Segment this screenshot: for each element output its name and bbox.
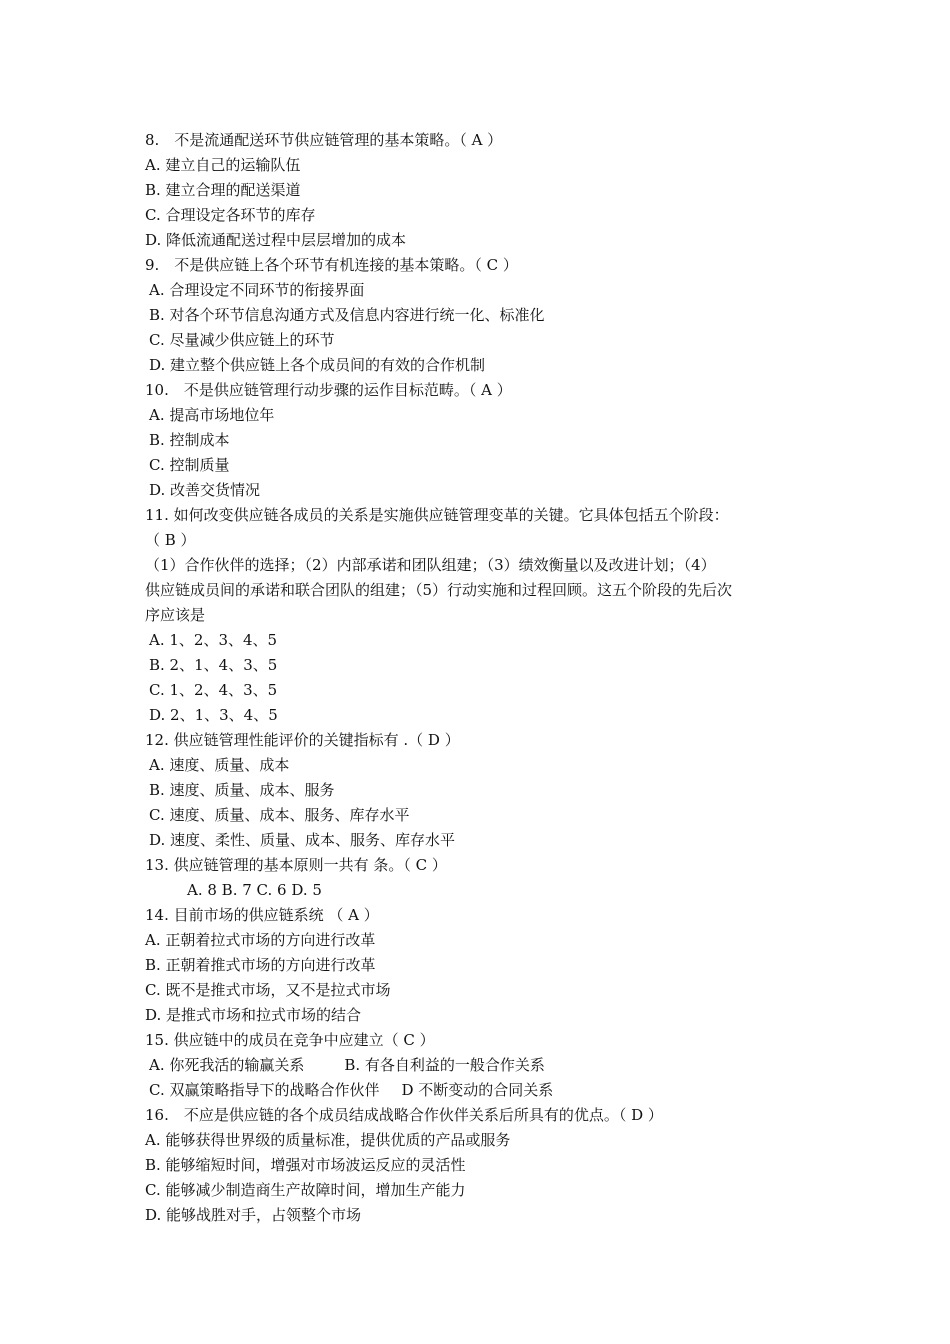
question-11-body-line: 序应该是 — [145, 606, 206, 624]
question-12-option-a: A. 速度、质量、成本 — [149, 756, 290, 774]
question-15-options-row — [145, 1053, 825, 1078]
question-16-option-a: A. 能够获得世界级的质量标准，提供优质的产品或服务 — [145, 1131, 511, 1149]
question-11-option-d: D. 2、1、3、4、5 — [149, 706, 278, 724]
question-15-options-row — [145, 1078, 825, 1103]
question-11-body-line: 供应链成员间的承诺和联合团队的组建；（5）行动实施和过程回顾。这五个阶段的先后次 — [145, 581, 733, 599]
question-15-option-b: B. 有各自利益的一般合作关系 — [344, 1056, 545, 1074]
question-12-stem: 12. 供应链管理性能评价的关键指标有 .（ D ） — [145, 731, 460, 749]
question-11-body-line: （1）合作伙伴的选择；（2）内部承诺和团队组建；（3）绩效衡量以及改进计划；（4） — [145, 556, 716, 574]
question-10-option-a: A. 提高市场地位年 — [149, 406, 275, 424]
question-8-option-d: D. 降低流通配送过程中层层增加的成本 — [145, 231, 407, 249]
question-10-option-b: B. 控制成本 — [149, 431, 230, 449]
question-9-stem: 9. 不是供应链上各个环节有机连接的基本策略。（ C ） — [145, 256, 518, 274]
question-13-options: A. 8 B. 7 C. 6 D. 5 — [187, 881, 322, 899]
question-15-stem: 15. 供应链中的成员在竞争中应建立（ C ） — [145, 1031, 435, 1049]
question-11-option-c: C. 1、2、4、3、5 — [149, 681, 278, 699]
question-10-stem: 10. 不是供应链管理行动步骤的运作目标范畴。（ A ） — [145, 381, 512, 399]
question-13-stem: 13. 供应链管理的基本原则一共有 条。（ C ） — [145, 856, 447, 874]
question-8-option-a: A. 建立自己的运输队伍 — [145, 156, 301, 174]
question-8-option-b: B. 建立合理的配送渠道 — [145, 181, 301, 199]
question-16-stem: 16. 不应是供应链的各个成员结成战略合作伙伴关系后所具有的优点。（ D ） — [145, 1106, 663, 1124]
question-8-stem: 8. 不是流通配送环节供应链管理的基本策略。（ A ） — [145, 131, 503, 149]
question-15-option-a: A. 你死我活的输赢关系 — [149, 1056, 305, 1074]
question-9-option-c: C. 尽量减少供应链上的环节 — [149, 331, 335, 349]
question-9-option-d: D. 建立整个供应链上各个成员间的有效的合作机制 — [149, 356, 486, 374]
question-14-option-b: B. 正朝着推式市场的方向进行改革 — [145, 956, 376, 974]
question-12-option-d: D. 速度、柔性、质量、成本、服务、库存水平 — [149, 831, 456, 849]
question-14-option-c: C. 既不是推式市场，又不是拉式市场 — [145, 981, 391, 999]
question-9-option-b: B. 对各个环节信息沟通方式及信息内容进行统一化、标准化 — [149, 306, 545, 324]
question-11-stem: 11. 如何改变供应链各成员的关系是实施供应链管理变革的关键。它具体包括五个阶段： — [145, 506, 729, 524]
question-11-option-a: A. 1、2、3、4、5 — [149, 631, 278, 649]
question-16-option-c: C. 能够减少制造商生产故障时间，增加生产能力 — [145, 1181, 466, 1199]
question-14-option-d: D. 是推式市场和拉式市场的结合 — [145, 1006, 362, 1024]
question-8-option-c: C. 合理设定各环节的库存 — [145, 206, 316, 224]
question-14-option-a: A. 正朝着拉式市场的方向进行改革 — [145, 931, 376, 949]
question-list — [145, 128, 825, 1228]
question-14-stem: 14. 目前市场的供应链系统 （ A ） — [145, 906, 379, 924]
question-15-option-d: D 不断变动的合同关系 — [401, 1081, 554, 1099]
question-10-option-c: C. 控制质量 — [149, 456, 230, 474]
question-15-option-c: C. 双赢策略指导下的战略合作伙伴 — [149, 1081, 380, 1099]
question-16-option-b: B. 能够缩短时间，增强对市场波运反应的灵活性 — [145, 1156, 466, 1174]
question-12-option-c: C. 速度、质量、成本、服务、库存水平 — [149, 806, 410, 824]
question-11-option-b: B. 2、1、4、3、5 — [149, 656, 278, 674]
question-11-answer: （ B ） — [145, 531, 196, 549]
question-10-option-d: D. 改善交货情况 — [149, 481, 261, 499]
question-12-option-b: B. 速度、质量、成本、服务 — [149, 781, 335, 799]
question-9-option-a: A. 合理设定不同环节的衔接界面 — [149, 281, 365, 299]
question-16-option-d: D. 能够战胜对手，占领整个市场 — [145, 1206, 362, 1224]
